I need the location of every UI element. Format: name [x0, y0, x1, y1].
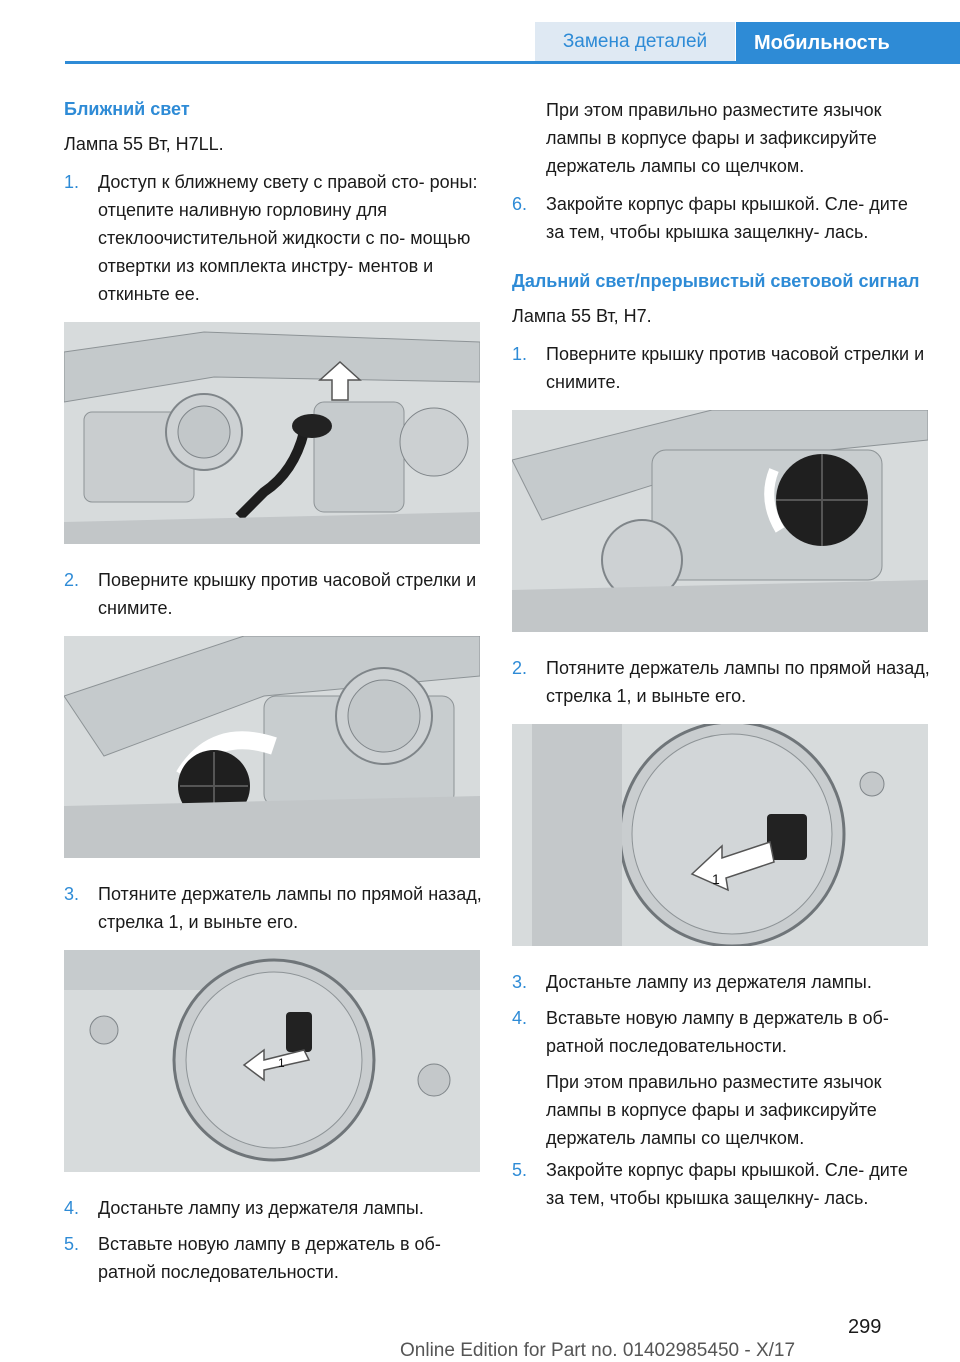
step-number: 5.	[64, 1234, 80, 1254]
figure-washer-filler-neck	[64, 322, 480, 544]
step-number: 3.	[64, 884, 80, 904]
figure-lamp-holder	[64, 950, 480, 1172]
step-item	[512, 1156, 930, 1212]
figure-headlight-cover	[64, 636, 480, 858]
figure-callout-label: 1	[712, 871, 720, 887]
figure-high-beam-holder	[512, 724, 928, 946]
section-heading: Ближний свет	[64, 99, 190, 119]
step-text: Поверните крышку против часовой стрелки и снимите.	[546, 344, 925, 392]
step-item	[64, 566, 482, 622]
step-number: 2.	[512, 658, 528, 678]
step-text: Потяните держатель лампы по прямой назад, стрелка 1, и выньте его.	[98, 884, 482, 932]
step-text: Доступ к ближнему свету с правой сто- роны: отцепите наливную горловину для стеклоочистительной жидкости с по- мощью отвертки из комплекта инстру- ментов и откиньте ее.	[98, 172, 478, 304]
lamp-spec: Лампа 55 Вт, H7LL.	[64, 134, 224, 154]
edition-footer: Online Edition for Part no. 01402985450 - X/17	[400, 1340, 796, 1361]
figure-callout-label: 1	[278, 1056, 285, 1070]
step-item	[64, 880, 482, 936]
step-item	[512, 190, 930, 246]
step-number: 4.	[64, 1198, 80, 1218]
step-number: 4.	[512, 1008, 528, 1028]
left-column	[64, 96, 482, 1294]
lamp-spec: Лампа 55 Вт, H7.	[512, 306, 652, 326]
step-item	[64, 1230, 482, 1286]
step-text: Достаньте лампу из держателя лампы.	[98, 1198, 424, 1218]
step-number: 1.	[64, 172, 80, 192]
step-item	[64, 168, 482, 308]
step-number: 2.	[64, 570, 80, 590]
step-number: 3.	[512, 972, 528, 992]
step-number: 5.	[512, 1160, 528, 1180]
step-text: Вставьте новую лампу в держатель в об- ратной последовательности.	[98, 1234, 441, 1282]
step-item	[512, 340, 930, 396]
step-note: При этом правильно разместите язычок лампы в корпусе фары и зафиксируйте держатель лампы со щелчком.	[546, 1072, 882, 1148]
right-column	[512, 96, 930, 1220]
step-item	[512, 1004, 930, 1060]
step-item	[64, 1194, 482, 1222]
step-number: 6.	[512, 194, 528, 214]
step-item	[512, 968, 930, 996]
continuation-text: При этом правильно разместите язычок лампы в корпусе фары и зафиксируйте держатель лампы со щелчком.	[546, 100, 882, 176]
section-heading: Дальний свет/прерывистый световой сигнал	[512, 271, 920, 291]
step-text: Потяните держатель лампы по прямой назад, стрелка 1, и выньте его.	[546, 658, 930, 706]
tab-chapter[interactable]: Мобильность	[736, 22, 960, 64]
step-text: Достаньте лампу из держателя лампы.	[546, 972, 872, 992]
step-number: 1.	[512, 344, 528, 364]
figure-high-beam-cover	[512, 410, 928, 632]
step-text: Вставьте новую лампу в держатель в об- ратной последовательности.	[546, 1008, 889, 1056]
step-text: Закройте корпус фары крышкой. Сле- дите за тем, чтобы крышка защелкну- лась.	[546, 194, 908, 242]
page-number: 299	[848, 1316, 882, 1338]
step-text: Закройте корпус фары крышкой. Сле- дите за тем, чтобы крышка защелкну- лась.	[546, 1160, 908, 1208]
step-text: Поверните крышку против часовой стрелки и снимите.	[98, 570, 477, 618]
tab-section[interactable]: Замена деталей	[535, 22, 735, 61]
step-item	[512, 654, 930, 710]
